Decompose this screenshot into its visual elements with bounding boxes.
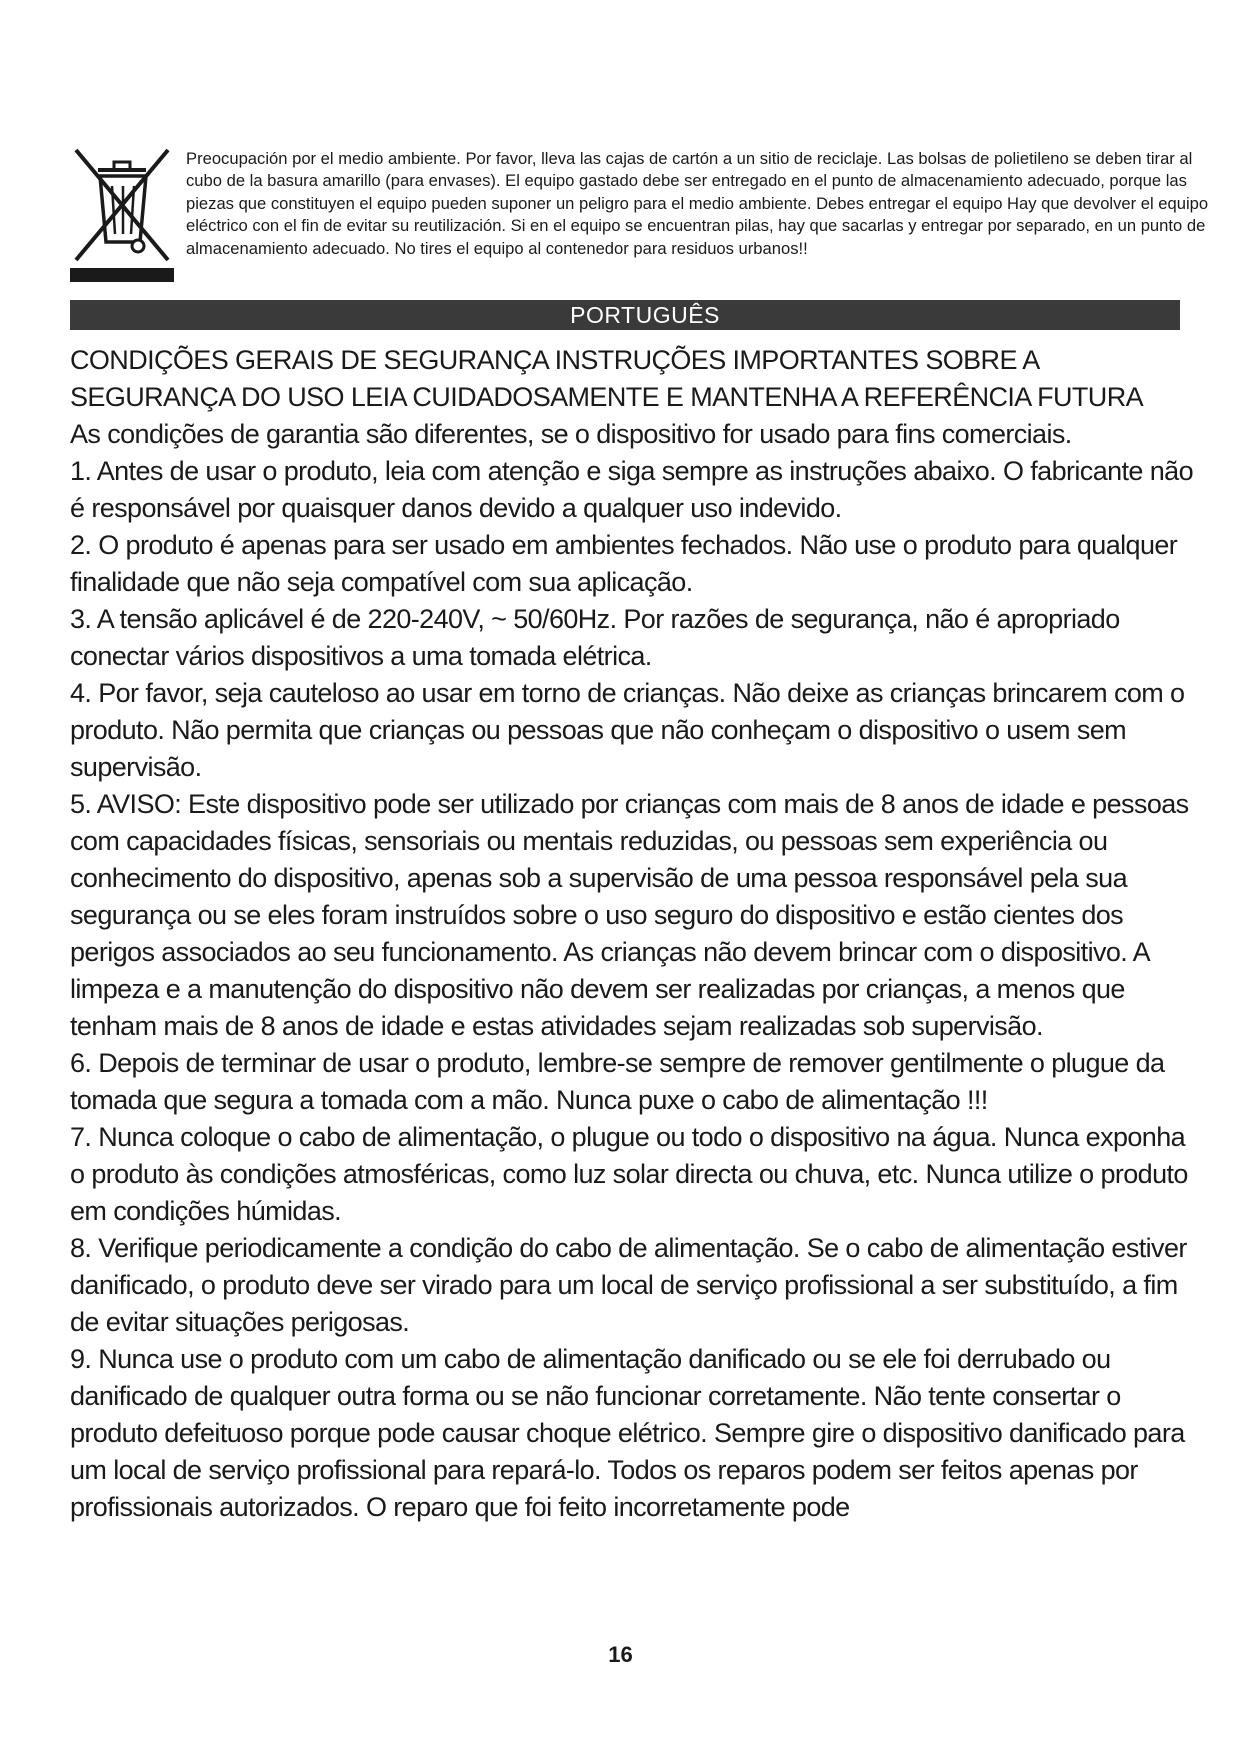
instruction-item: 5. AVISO: Este dispositivo pode ser utilizado por crianças com mais de 8 anos de idade e pessoas com capacidades físicas, sensoriais ou mentais reduzidas, ou pessoas sem experiência ou conhecimento do dispositivo, apenas sob a supervisão de uma pessoa responsável pela sua segurança ou se eles foram instruídos sobre o uso seguro do dispositivo e estão cientes dos perigos associados ao seu funcionamento. As crianças não devem brincar com o dispositivo. A limpeza e a manutenção do dispositivo não devem ser realizadas por crianças, a menos que tenham mais de 8 anos de idade e estas atividades sejam realizadas sob supervisão. [70,789,1189,1041]
instruction-item: 2. O produto é apenas para ser usado em ambientes fechados. Não use o produto para qualquer finalidade que não seja compatível com sua aplicação. [70,530,1178,597]
instruction-item: 4. Por favor, seja cauteloso ao usar em torno de crianças. Não deixe as crianças brincarem com o produto. Não permita que crianças ou pessoas que não conheçam o dispositivo o usem sem supervisão. [70,678,1185,782]
safety-instructions [70,342,1200,1526]
language-label: PORTUGUÊS [570,302,720,328]
language-header-bar [70,300,1180,330]
instruction-item: 7. Nunca coloque o cabo de alimentação, o plugue ou todo o dispositivo na água. Nunca exponha o produto às condições atmosféricas, como luz solar directa ou chuva, etc. Nunca utilize o produto em condições húmidas. [70,1122,1188,1226]
page-number: 16 [608,1642,633,1667]
environment-notice [70,148,1209,288]
instruction-item: 1. Antes de usar o produto, leia com atenção e siga sempre as instruções abaixo. O fabricante não é responsável por quaisquer danos devido a qualquer uso indevido. [70,456,1193,523]
instruction-item: 3. A tensão aplicável é de 220-240V, ~ 50/60Hz. Por razões de segurança, não é apropriado conectar vários dispositivos a uma tomada elétrica. [70,604,1120,671]
section-title: CONDIÇÕES GERAIS DE SEGURANÇA INSTRUÇÕES IMPORTANTES SOBRE A SEGURANÇA DO USO LEIA CUIDADOSAMENTE E MANTENHA A REFERÊNCIA FUTURA [70,345,1144,412]
intro-paragraph: As condições de garantia são diferentes, se o dispositivo for usado para fins comerciais. [70,419,1072,449]
instruction-item: 6. Depois de terminar de usar o produto, lembre-se sempre de remover gentilmente o plugue da tomada que segura a tomada com a mão. Nunca puxe o cabo de alimentação !!! [70,1048,1165,1115]
instruction-item: 9. Nunca use o produto com um cabo de alimentação danificado ou se ele foi derrubado ou danificado de qualquer outra forma ou se não funcionar corretamente. Não tente consertar o produto defeituoso porque pode causar choque elétrico. Sempre gire o dispositivo danificado para um local de serviço profissional para repará-lo. Todos os reparos podem ser feitos apenas por profissionais autorizados. O reparo que foi feito incorretamente pode [70,1344,1185,1522]
environment-text: Preocupación por el medio ambiente. Por favor, lleva las cajas de cartón a un sitio de reciclaje. Las bolsas de polietileno se deben tirar al cubo de la basura amarillo (para envases). El equipo gastado debe ser entregado en el punto de almacenamiento adecuado, porque las piezas que constituyen el equipo pueden suponer un peligro para el medio ambiente. Debes entregar el equipo Hay que devolver el equipo eléctrico con el fin de evitar su reutilización. Si en el equipo se encuentran pilas, hay que sacarlas y entregar por separado, en un punto de almacenamiento adecuado. No tires el equipo al contenedor para residuos urbanos!! [186,149,1209,258]
instruction-item: 8. Verifique periodicamente a condição do cabo de alimentação. Se o cabo de alimentação estiver danificado, o produto deve ser virado para um local de serviço profissional a ser substituído, a fim de evitar situações perigosas. [70,1233,1187,1337]
crossed-out-wheelie-bin-icon [70,148,174,282]
